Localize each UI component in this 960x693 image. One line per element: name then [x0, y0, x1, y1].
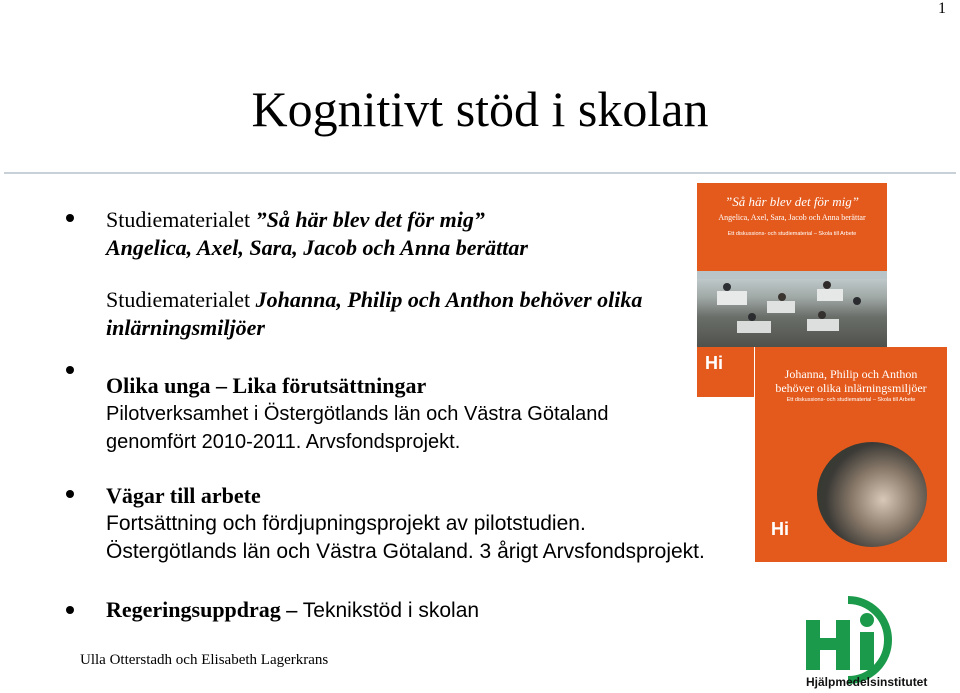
bullet-dot: [66, 490, 74, 498]
bullet-dot: [66, 214, 74, 222]
hjalpmedelsinstitutet-name: Hjälpmedelsinstitutet: [806, 675, 928, 689]
study-material-subtitle: Angelica, Axel, Sara, Jacob och Anna berättar: [106, 235, 528, 260]
slide-title: Kognitivt stöd i skolan: [251, 81, 709, 137]
book-cover-johanna-philip-anthon: [755, 347, 947, 562]
vagar-line: Fortsättning och fördjupningsprojekt av pilotstudien.: [106, 512, 586, 535]
regeringsuppdrag-rest: Teknikstöd i skolan: [302, 599, 480, 622]
olika-unga-line-2: genomfört 2010-2011. Arvsfondsprojekt.: [106, 431, 461, 453]
olika-unga-heading: Olika unga – Lika förutsättningar: [106, 373, 427, 398]
book1-title: ”Så här blev det för mig”: [725, 194, 859, 209]
study-material-label: Studiematerialet: [106, 207, 256, 232]
footer-authors: Ulla Otterstadh och Elisabeth Lagerkrans: [80, 652, 329, 668]
book2-logo-mark: Hi: [771, 519, 789, 539]
student-photo: [817, 442, 927, 547]
olika-unga-line: Pilotverksamhet i Östergötlands län och Västra Götaland: [106, 403, 609, 425]
slide-number: 1: [938, 0, 946, 17]
bullet-text: [106, 482, 706, 566]
book2-title-line2: behöver olika inlärningsmiljöer: [775, 381, 927, 395]
study-material-label-2: Studiematerialet: [106, 287, 256, 312]
book1-logo-mark: Hi: [705, 353, 723, 373]
title-divider: [4, 172, 956, 174]
book2-mini: Ett diskussions- och studiematerial – Skola till Arbete: [786, 397, 916, 403]
bullet-dot: [66, 606, 74, 614]
regeringsuppdrag-heading: Regeringsuppdrag –: [106, 597, 303, 622]
bullet-text: [106, 372, 706, 456]
study-material-title-2: Johanna, Philip och Anthon behöver olika: [255, 287, 643, 312]
bullet-text: [106, 206, 706, 342]
study-material-title-2-cont: inlärningsmiljöer: [106, 315, 265, 340]
book2-title-line1: Johanna, Philip och Anthon: [784, 367, 918, 381]
classroom-photo: [697, 271, 887, 347]
book1-subtitle: Angelica, Axel, Sara, Jacob och Anna berättar: [718, 213, 866, 222]
bullet-dot: [66, 366, 74, 374]
book1-mini: Ett diskussions- och studiematerial – Skola till Arbete: [727, 231, 857, 237]
bullet-text: [106, 596, 706, 625]
study-material-title: ”Så här blev det för mig”: [255, 207, 485, 232]
vagar-heading: Vägar till arbete: [106, 483, 261, 508]
vagar-line-2: Östergötlands län och Västra Götaland. 3 årigt Arvsfondsprojekt.: [106, 540, 705, 563]
classroom-photo-art: [697, 271, 887, 347]
